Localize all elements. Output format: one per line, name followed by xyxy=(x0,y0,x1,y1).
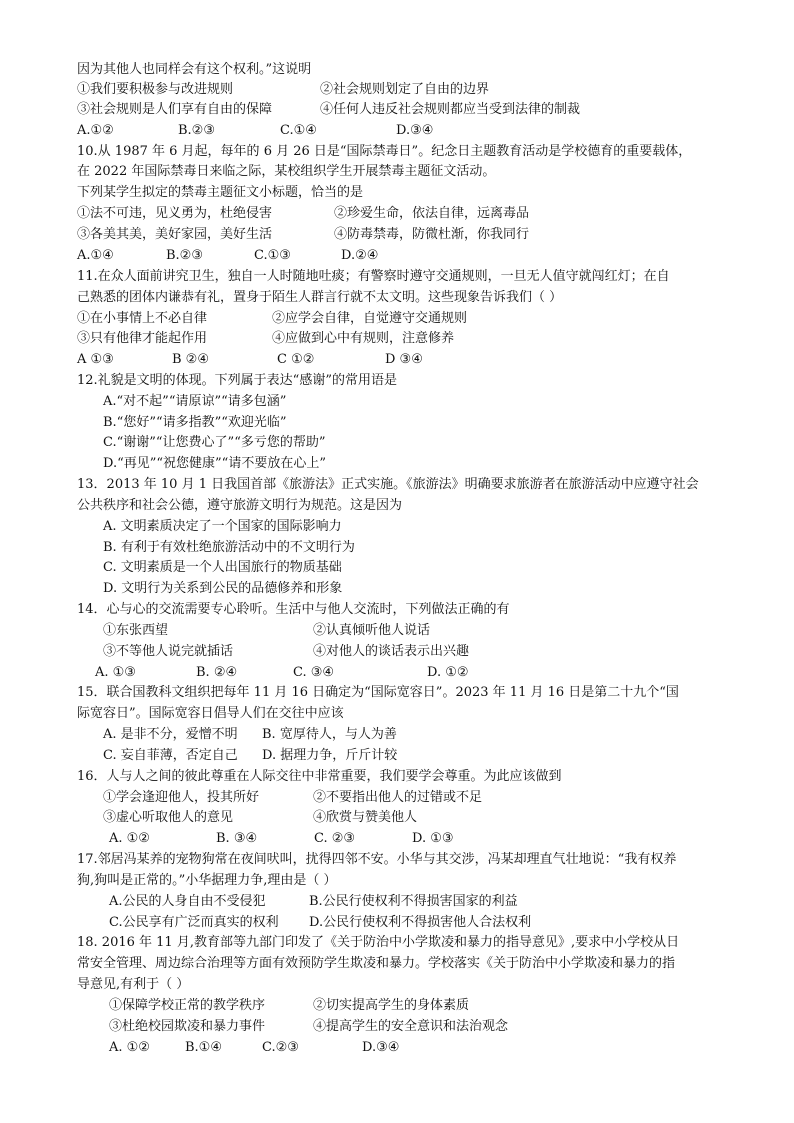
option-item: C. ③④ xyxy=(293,665,335,680)
option-item: D ③④ xyxy=(385,352,423,367)
text-line xyxy=(77,226,754,243)
option-item: ①在小事情上不必自律 xyxy=(77,311,208,326)
text-line xyxy=(103,643,754,660)
text-line xyxy=(103,809,754,826)
text-line xyxy=(77,122,754,139)
option-item: ②不要指出他人的过错或不足 xyxy=(313,790,483,805)
text-line: 狗,狗叫是正常的。”小华据理力争,理由是（ ） xyxy=(77,873,337,888)
option-item: C.公民享有广泛而真实的权利 xyxy=(109,915,279,930)
text-line xyxy=(103,622,754,639)
text-line: A. 文明素质决定了一个国家的国际影响力 xyxy=(103,519,342,534)
option-item: C.②③ xyxy=(262,1040,299,1055)
option-item: ②应学会自律，自觉遵守交通规则 xyxy=(272,311,468,326)
text-line xyxy=(109,1018,754,1035)
option-item: D. ①② xyxy=(427,665,469,680)
option-item: C. ②③ xyxy=(314,831,356,846)
option-item: B. ②④ xyxy=(196,665,238,680)
text-line: A.“对不起”“请原谅”“请多包涵” xyxy=(103,394,287,409)
text-line: 15．联合国教科文组织把每年 11 月 16 日确定为“国际宽容日”。2023 年 11 月 16 日是第二十九个“国 xyxy=(77,685,679,700)
option-item: ①东张西望 xyxy=(103,623,169,638)
text-line: D.“再见”“祝您健康”“请不要放在心上” xyxy=(103,456,326,471)
text-line xyxy=(77,330,754,347)
text-line xyxy=(77,101,754,118)
text-line xyxy=(109,1039,754,1056)
text-line: 常安全管理、周边综合治理等方面有效预防学生欺凌和暴力。学校落实《关于防治中小学欺凌和暴力的指 xyxy=(77,956,676,971)
option-item: ④应做到心中有规则，注意修养 xyxy=(272,331,455,346)
option-item: D.③④ xyxy=(396,123,434,138)
option-item: C.①③ xyxy=(254,248,291,263)
option-item: A ①③ xyxy=(77,352,114,367)
option-item: ①学会逢迎他人，投其所好 xyxy=(103,790,260,805)
option-item: ②社会规则划定了自由的边界 xyxy=(320,82,490,97)
option-item: ④防毒禁毒，防微杜渐，你我同行 xyxy=(334,227,530,242)
text-line xyxy=(77,351,754,368)
option-item: B.②③ xyxy=(178,123,215,138)
text-line xyxy=(77,310,754,327)
option-item: C ①② xyxy=(277,352,315,367)
text-line: 己熟悉的团体内谦恭有礼，置身于陌生人群言行就不太文明。这些现象告诉我们（ ） xyxy=(77,290,563,305)
text-line xyxy=(109,997,754,1014)
text-line xyxy=(103,747,754,764)
option-item: D. ①③ xyxy=(412,831,454,846)
text-line: 18. 2016 年 11 月,教育部等九部门印发了《关于防治中小学欺凌和暴力的指导意见》,要求中小学校从日 xyxy=(77,935,680,950)
text-line xyxy=(103,726,754,743)
option-item: ④对他人的谈话表示出兴趣 xyxy=(313,644,470,659)
option-item: B ②④ xyxy=(172,352,209,367)
text-line: 13．2013 年 10 月 1 日我国首部《旅游法》正式实施。《旅游法》明确要求旅游者在旅游活动中应遵守社会 xyxy=(77,477,699,492)
text-line xyxy=(77,205,754,222)
option-item: B.②③ xyxy=(166,248,203,263)
text-line: C. 文明素质是一个人出国旅行的物质基础 xyxy=(103,560,342,575)
option-item: A.①② xyxy=(77,123,114,138)
text-line: 际宽容日”。国际宽容日倡导人们在交往中应该 xyxy=(77,706,344,721)
option-item: A. ①② xyxy=(109,1040,150,1055)
option-item: C.①④ xyxy=(280,123,317,138)
option-item: B.公民行使权利不得损害国家的利益 xyxy=(309,894,518,909)
text-line: B. 有利于有效杜绝旅游活动中的不文明行为 xyxy=(103,540,355,555)
text-line: 公共秩序和社会公德，遵守旅游文明行为规范。这是因为 xyxy=(77,498,403,513)
text-line: 11.在众人面前讲究卫生，独自一人时随地吐痰；有警察时遵守交通规则，一旦无人值守就闯红灯；在自 xyxy=(77,269,670,284)
text-line: 16．人与人之间的彼此尊重在人际交往中非常重要，我们要学会尊重。为此应该做到 xyxy=(77,769,562,784)
text-line: 14．心与心的交流需要专心聆听。生活中与他人交流时，下列做法正确的有 xyxy=(77,602,510,617)
text-line: 17.邻居冯某养的宠物狗常在夜间吠叫，扰得四邻不安。小华与其交涉，冯某却理直气壮地说：“我有权养 xyxy=(77,852,677,867)
option-item: ④欣赏与赞美他人 xyxy=(313,810,418,825)
text-line xyxy=(109,893,754,910)
text-line xyxy=(109,830,754,847)
option-item: D. 据理力争，斤斤计较 xyxy=(262,748,398,763)
option-item: B.①④ xyxy=(185,1040,222,1055)
option-item: ④提高学生的安全意识和法治观念 xyxy=(313,1019,509,1034)
option-item: A.公民的人身自由不受侵犯 xyxy=(109,894,266,909)
text-line xyxy=(109,914,754,931)
text-line: 因为其他人也同样会有这个权利。”这说明 xyxy=(77,62,312,77)
option-item: D.②④ xyxy=(341,248,379,263)
option-item: ①保障学校正常的教学秩序 xyxy=(109,998,266,1013)
option-item: ③虚心听取他人的意见 xyxy=(103,810,234,825)
option-item: ④任何人违反社会规则都应当受到法律的制裁 xyxy=(320,102,581,117)
text-line xyxy=(77,81,754,98)
option-item: C. 妄自菲薄，否定自己 xyxy=(103,748,238,763)
text-line: C.“谢谢”“让您费心了”“多亏您的帮助” xyxy=(103,435,326,450)
option-item: B. ③④ xyxy=(216,831,258,846)
option-item: A. ①② xyxy=(109,831,150,846)
text-line: 12.礼貌是文明的体现。下列属于表达“感谢”的常用语是 xyxy=(77,373,397,388)
option-item: ①我们要积极参与改进规则 xyxy=(77,82,234,97)
text-line xyxy=(77,247,754,264)
option-item: ③只有他律才能起作用 xyxy=(77,331,208,346)
option-item: A.①④ xyxy=(77,248,114,263)
text-line: 在 2022 年国际禁毒日来临之际，某校组织学生开展禁毒主题征文活动。 xyxy=(77,164,496,179)
option-item: ③不等他人说完就插话 xyxy=(103,644,234,659)
option-item: D.公民行使权利不得损害他人合法权利 xyxy=(309,915,532,930)
text-line xyxy=(95,664,754,681)
option-item: ③各美其美，美好家园，美好生活 xyxy=(77,227,273,242)
text-line: 下列某学生拟定的禁毒主题征文小标题，恰当的是 xyxy=(77,185,364,200)
text-line: B.“您好”“请多指教”“欢迎光临” xyxy=(103,415,287,430)
option-item: ③杜绝校园欺凌和暴力事件 xyxy=(109,1019,266,1034)
option-item: ①法不可违，见义勇为，杜绝侵害 xyxy=(77,206,273,221)
option-item: A. 是非不分，爱憎不明 xyxy=(103,727,238,742)
option-item: ②认真倾听他人说话 xyxy=(313,623,431,638)
option-item: ③社会规则是人们享有自由的保障 xyxy=(77,102,273,117)
text-line: D. 文明行为关系到公民的品德修养和形象 xyxy=(103,581,343,596)
option-item: A. ①③ xyxy=(95,665,136,680)
option-item: B. 宽厚待人，与人为善 xyxy=(262,727,397,742)
option-item: ②珍爱生命，依法自律，远离毒品 xyxy=(334,206,530,221)
text-line xyxy=(103,789,754,806)
text-line: 导意见,有利于（ ） xyxy=(77,977,190,992)
option-item: ②切实提高学生的身体素质 xyxy=(313,998,470,1013)
option-item: D.③④ xyxy=(362,1040,400,1055)
text-line: 10.从 1987 年 6 月起，每年的 6 月 26 日是“国际禁毒日”。纪念日主题教育活动是学校德育的重要载体， xyxy=(77,144,692,159)
